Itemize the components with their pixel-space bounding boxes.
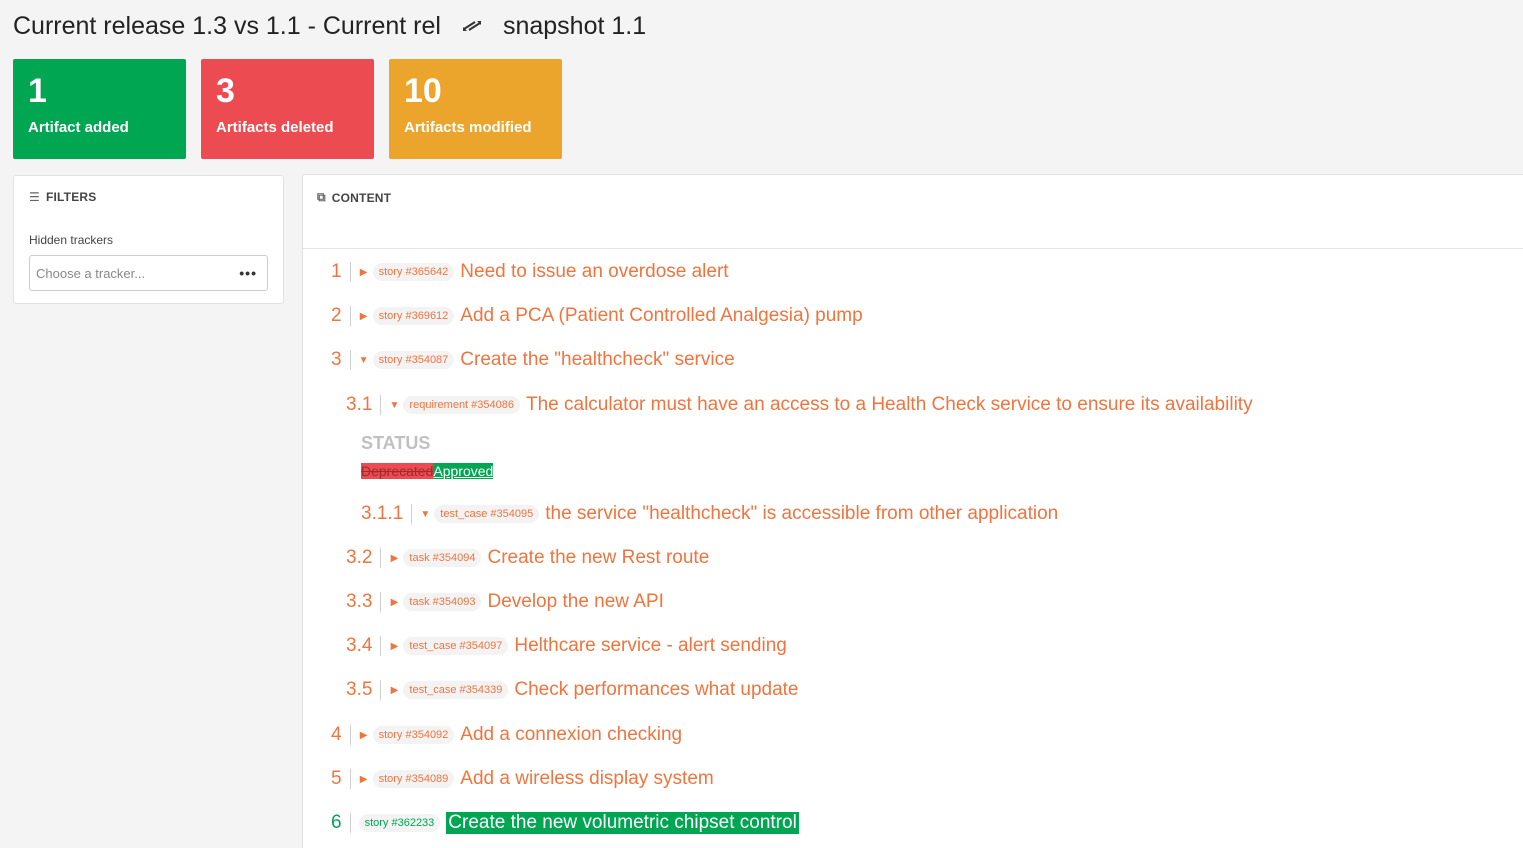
row-separator — [350, 813, 351, 833]
expand-caret-icon[interactable]: ▶ — [390, 684, 399, 696]
added-count: 1 — [28, 72, 47, 110]
status-diff — [361, 463, 493, 479]
tracker-badge[interactable]: story #369612 — [373, 307, 455, 325]
tree-row[interactable] — [331, 305, 863, 327]
tracker-badge[interactable]: test_case #354339 — [403, 681, 508, 699]
row-title[interactable]: the service "healthcheck" is accessible from other application — [545, 503, 1059, 524]
row-separator — [380, 636, 381, 656]
row-number: 3.5 — [346, 679, 373, 700]
tracker-badge[interactable]: task #354093 — [403, 593, 481, 611]
row-number: 3.3 — [346, 591, 373, 612]
modified-label: Artifacts modified — [404, 119, 532, 136]
tree-row[interactable] — [331, 349, 735, 371]
tree-row-added[interactable] — [331, 812, 799, 834]
deleted-label: Artifacts deleted — [216, 119, 334, 136]
filters-heading: FILTERS — [45, 190, 97, 204]
row-separator — [411, 504, 412, 524]
added-card[interactable] — [13, 59, 186, 159]
page-title — [13, 12, 646, 41]
expand-caret-icon[interactable]: ▶ — [390, 596, 399, 608]
row-separator — [380, 548, 381, 568]
tree-row[interactable] — [331, 724, 682, 746]
content-heading: CONTENT — [331, 190, 392, 205]
row-title[interactable]: The calculator must have an access to a Health Check service to ensure its availability — [526, 394, 1253, 415]
row-number: 3.1 — [346, 394, 373, 415]
status-old-value: Deprecated — [361, 463, 434, 479]
row-separator — [350, 725, 351, 745]
row-number: 4 — [331, 724, 342, 745]
added-label: Artifact added — [28, 119, 129, 136]
row-separator — [380, 592, 381, 612]
tree-row[interactable] — [346, 591, 664, 613]
row-number: 3 — [331, 349, 342, 370]
expand-caret-icon[interactable]: ▶ — [390, 552, 399, 564]
collapse-caret-icon[interactable]: ▼ — [389, 399, 400, 411]
tracker-badge[interactable]: test_case #354097 — [403, 637, 508, 655]
tracker-badge[interactable]: story #354089 — [373, 770, 455, 788]
row-title[interactable]: Create the new Rest route — [487, 547, 710, 568]
row-number: 2 — [331, 305, 342, 326]
content-header — [317, 190, 391, 205]
tree-row[interactable] — [361, 503, 1058, 525]
more-options-icon[interactable]: ••• — [239, 265, 257, 281]
deleted-card[interactable] — [201, 59, 374, 159]
tracker-badge[interactable]: story #354092 — [373, 726, 455, 744]
filters-header — [29, 190, 96, 204]
row-title[interactable]: Add a wireless display system — [460, 768, 714, 789]
expand-caret-icon[interactable]: ▶ — [390, 640, 399, 652]
title-right: snapshot 1.1 — [502, 12, 647, 40]
modified-card[interactable] — [389, 59, 562, 159]
expand-caret-icon[interactable]: ▶ — [359, 773, 368, 785]
tracker-badge[interactable]: story #362233 — [359, 814, 441, 832]
status-label: STATUS — [361, 433, 431, 453]
tracker-badge[interactable]: task #354094 — [403, 549, 481, 567]
expand-caret-icon[interactable]: ▶ — [359, 729, 368, 741]
tracker-badge[interactable]: test_case #354095 — [434, 505, 539, 523]
content-divider — [303, 248, 1523, 249]
row-title[interactable]: Add a connexion checking — [460, 724, 683, 745]
row-separator — [380, 680, 381, 700]
row-separator — [350, 262, 351, 282]
row-number: 6 — [331, 812, 342, 833]
row-number: 3.2 — [346, 547, 373, 568]
row-title[interactable]: Create the new volumetric chipset control — [448, 812, 797, 833]
row-title[interactable]: Check performances what update — [514, 679, 799, 700]
filters-panel — [13, 175, 284, 304]
expand-caret-icon[interactable]: ▶ — [359, 310, 368, 322]
row-separator — [350, 350, 351, 370]
tracker-placeholder: Choose a tracker... — [36, 265, 146, 281]
row-separator — [380, 395, 381, 415]
summary-cards — [13, 59, 577, 159]
row-number: 5 — [331, 768, 342, 789]
tracker-badge[interactable]: story #354087 — [373, 351, 455, 369]
content-panel — [302, 174, 1523, 848]
tree-row[interactable] — [331, 768, 714, 790]
copy-icon: ⧉ — [317, 190, 326, 204]
tracker-badge[interactable]: requirement #354086 — [403, 396, 520, 414]
expand-caret-icon[interactable]: ▶ — [359, 266, 368, 278]
row-number: 1 — [331, 261, 342, 282]
tree-row[interactable] — [346, 635, 787, 657]
hidden-trackers-label: Hidden trackers — [29, 233, 114, 247]
tracker-badge[interactable]: story #365642 — [373, 263, 455, 281]
collapse-caret-icon[interactable]: ▼ — [358, 354, 369, 366]
tree-row[interactable] — [346, 394, 1253, 416]
row-title[interactable]: Helthcare service - alert sending — [514, 635, 787, 656]
tree-row[interactable] — [346, 547, 709, 569]
row-title[interactable]: Need to issue an overdose alert — [460, 261, 729, 282]
status-new-value: Approved — [433, 463, 494, 479]
row-separator — [350, 769, 351, 789]
tree-row[interactable] — [331, 261, 729, 283]
row-title[interactable]: Create the "healthcheck" service — [460, 349, 735, 370]
tree-row[interactable] — [346, 679, 799, 701]
deleted-count: 3 — [216, 72, 235, 110]
list-icon: ☰ — [29, 190, 40, 204]
collapse-caret-icon[interactable]: ▼ — [420, 508, 431, 520]
row-title[interactable]: Develop the new API — [487, 591, 664, 612]
compare-arrows-icon — [461, 12, 483, 41]
row-title[interactable]: Add a PCA (Patient Controlled Analgesia) pump — [460, 305, 863, 326]
row-number: 3.1.1 — [361, 503, 404, 524]
title-left: Current release 1.3 vs 1.1 - Current rel — [13, 12, 441, 40]
row-separator — [350, 306, 351, 326]
modified-count: 10 — [404, 72, 442, 110]
tracker-select[interactable] — [29, 255, 268, 291]
row-number: 3.4 — [346, 635, 373, 656]
